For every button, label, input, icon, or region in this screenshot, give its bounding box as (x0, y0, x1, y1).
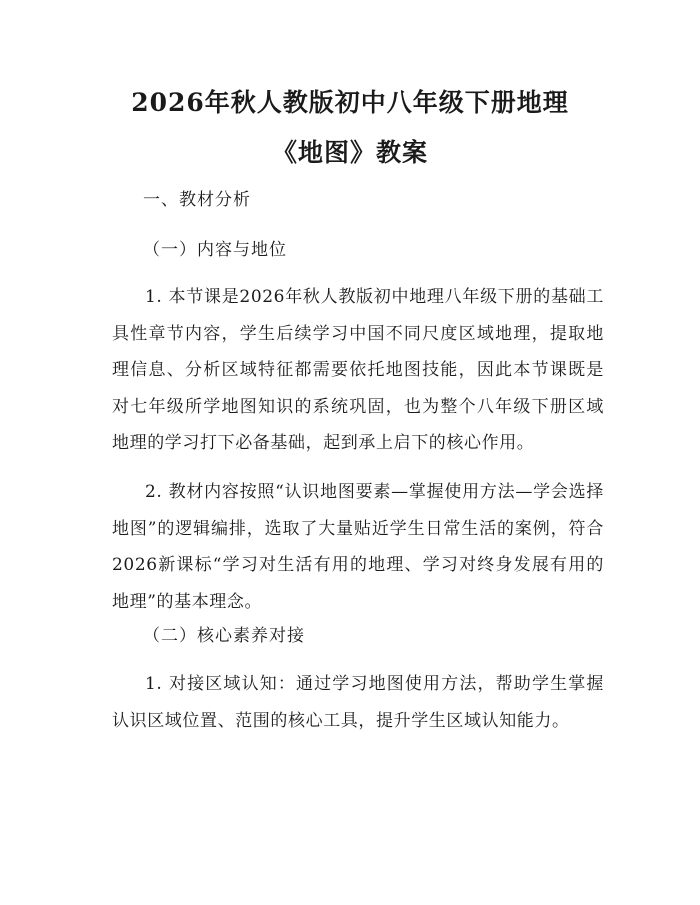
document-title: 2026年秋人教版初中八年级下册地理《地图》教案 (131, 88, 569, 167)
paragraph-2: 2. 教材内容按照“认识地图要素—掌握使用方法—学会选择地图”的逻辑编排，选取了大量贴近学生日常生活的案例，符合2026新课标“学习对生活有用的地理、学习对终身发展有用的地理”的基本理念。 (112, 482, 604, 612)
paragraph-1: 1. 本节课是2026年秋人教版初中地理八年级下册的基础工具性章节内容，学生后续学习中国不同尺度区域地理，提取地理信息、分析区域特征都需要依托地图技能，因此本节课既是对七年级所学地图知识的系统巩固，也为整个八年级下册区域地理的学习打下必备基础，起到承上启下的核心作用。 (112, 287, 604, 453)
section-heading-teaching-material-analysis: 一、教材分析 (143, 190, 251, 210)
subsection-heading-content-and-position: （一）内容与地位 (143, 240, 287, 260)
subsection-heading-core-competency: （二）核心素养对接 (143, 626, 305, 646)
paragraph-3: 1. 对接区域认知：通过学习地图使用方法，帮助学生掌握认识区域位置、范围的核心工具，提升学生区域认知能力。 (112, 674, 604, 731)
